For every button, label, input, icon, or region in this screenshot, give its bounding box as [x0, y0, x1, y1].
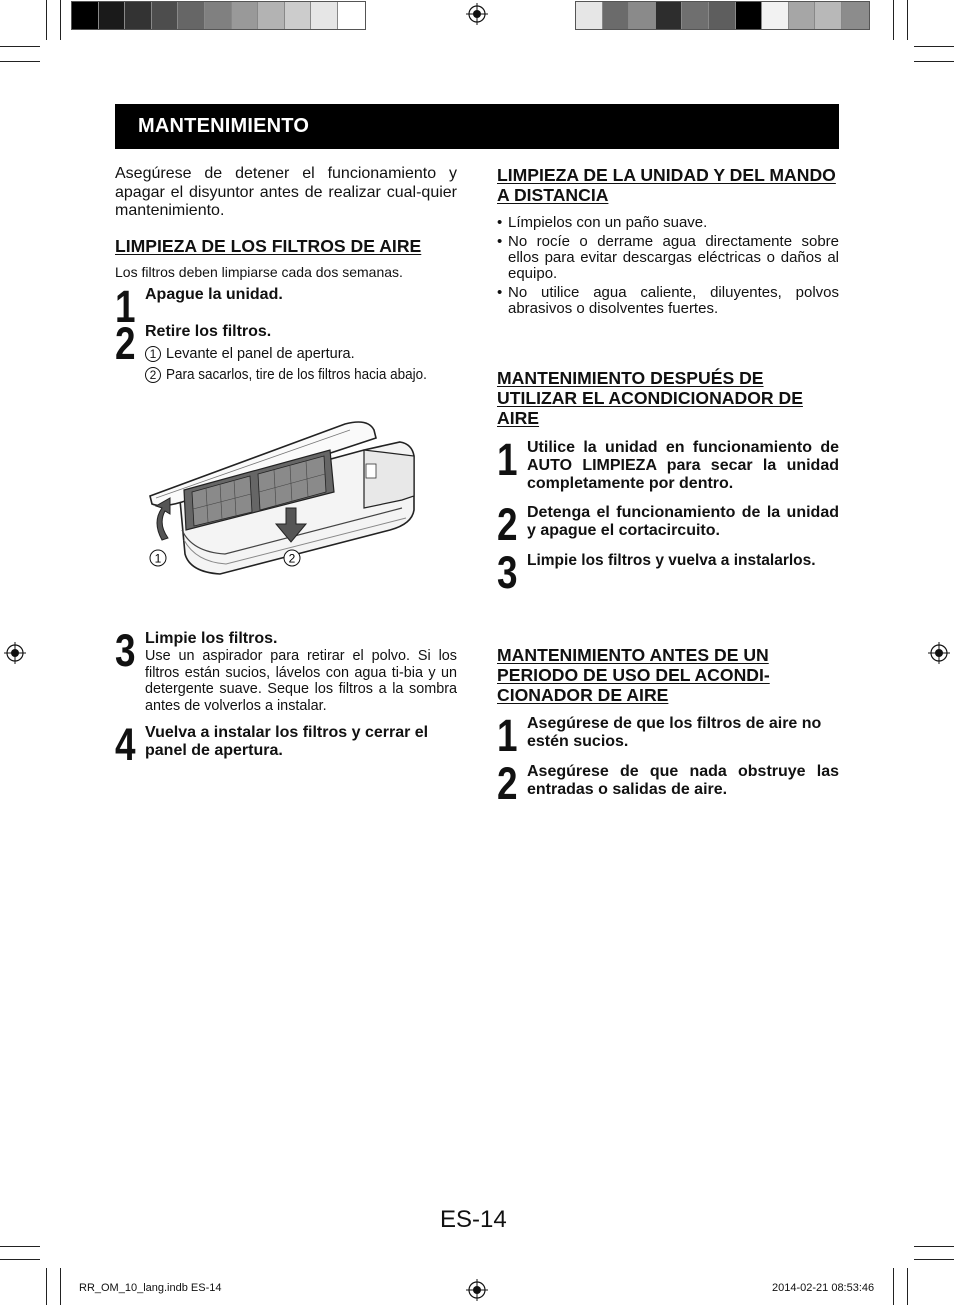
- sub-step-text: Levante el panel de apertura.: [166, 345, 355, 362]
- color-swatch: [656, 2, 683, 29]
- color-swatch: [709, 2, 736, 29]
- crop-mark: [60, 0, 61, 40]
- sub-step: [145, 365, 457, 386]
- step-1: [497, 434, 839, 493]
- list-item: • Límpielos con un paño suave.: [497, 215, 839, 231]
- figure-label: 2: [288, 551, 296, 566]
- color-swatch: [285, 2, 312, 29]
- bullet-list: [497, 215, 839, 318]
- step-number: 2: [115, 317, 135, 369]
- crop-mark: [46, 1268, 47, 1305]
- color-bar-right: [575, 1, 870, 30]
- left-column: [115, 162, 457, 386]
- step-title: Utilice la unidad en funcionamiento de AUTO LIMPIEZA para secar la unidad completamente por dentro.: [527, 439, 839, 492]
- crop-mark: [0, 1259, 40, 1260]
- step-number: 1: [115, 280, 135, 332]
- color-swatch: [205, 2, 232, 29]
- step-3: [115, 625, 457, 714]
- step-number: 3: [115, 625, 135, 676]
- left-column-lower: [115, 625, 457, 770]
- crop-mark: [907, 1268, 908, 1305]
- color-swatch: [815, 2, 842, 29]
- list-item: • No utilice agua caliente, diluyentes, polvos abrasivos o disolventes fuertes.: [497, 285, 839, 318]
- color-swatch: [72, 2, 99, 29]
- step-2: [115, 317, 457, 386]
- step-number: 1: [497, 710, 517, 761]
- crop-mark: [914, 46, 954, 47]
- page-title: MANTENIMIENTO: [138, 115, 310, 137]
- color-swatch: [576, 2, 603, 29]
- crop-mark: [893, 1268, 894, 1305]
- color-swatch: [338, 2, 365, 29]
- step-title: Vuelva a instalar los filtros y cerrar el panel de apertura.: [145, 724, 429, 759]
- step-title: Asegúrese de que los filtros de aire no estén sucios.: [527, 715, 822, 750]
- color-swatch: [258, 2, 285, 29]
- right-column-section-2: [497, 368, 839, 598]
- crop-mark: [0, 46, 40, 47]
- sub-step: [145, 344, 457, 365]
- color-swatch: [736, 2, 763, 29]
- step-title: Limpie los filtros y vuelva a instalarlos.: [527, 552, 816, 569]
- registration-mark-icon: [4, 642, 26, 664]
- crop-mark: [0, 61, 40, 62]
- registration-mark-icon: [466, 3, 488, 25]
- section-subtitle: Los filtros deben limpiarse cada dos semanas.: [115, 263, 403, 280]
- color-bar-left: [71, 1, 366, 30]
- crop-mark: [914, 61, 954, 62]
- circled-number: 1: [145, 346, 161, 362]
- step-number: 2: [497, 758, 517, 809]
- step-3: [497, 547, 839, 598]
- crop-mark: [60, 1268, 61, 1305]
- right-column: [497, 165, 839, 320]
- color-swatch: [629, 2, 656, 29]
- color-swatch: [311, 2, 338, 29]
- color-swatch: [789, 2, 816, 29]
- crop-mark: [893, 0, 894, 40]
- crop-mark: [46, 0, 47, 40]
- crop-mark: [907, 0, 908, 40]
- step-title: Asegúrese de que nada obstruye las entradas o salidas de aire.: [527, 763, 839, 798]
- section-heading: MANTENIMIENTO DESPUÉS DE UTILIZAR EL ACONDICIONADOR DE AIRE: [497, 368, 803, 428]
- step-title: Retire los filtros.: [145, 322, 272, 340]
- step-title: Apague la unidad.: [145, 285, 283, 303]
- color-swatch: [682, 2, 709, 29]
- color-swatch: [152, 2, 179, 29]
- section-heading: MANTENIMIENTO ANTES DE UN PERIODO DE USO DEL ACONDI-CIONADOR DE AIRE: [497, 645, 770, 705]
- step-body: Use un aspirador para retirar el polvo. Si los filtros están sucios, lávelos con agua ti-bia y un detergente suave. Seque los filtros a la sombra antes de volverlos a instalar.: [145, 648, 457, 714]
- circled-number: 2: [145, 367, 161, 383]
- section-heading: LIMPIEZA DE LOS FILTROS DE AIRE: [115, 235, 422, 256]
- air-conditioner-illustration: [140, 412, 430, 582]
- color-swatch: [842, 2, 869, 29]
- step-number: 1: [497, 434, 517, 485]
- page-number: ES-14: [440, 1206, 507, 1233]
- color-swatch: [178, 2, 205, 29]
- step-2: [497, 499, 839, 550]
- crop-mark: [914, 1259, 954, 1260]
- color-swatch: [603, 2, 630, 29]
- step-title: Detenga el funcionamiento de la unidad y apague el cortacircuito.: [527, 504, 839, 539]
- section-heading: LIMPIEZA DE LA UNIDAD Y DEL MANDO A DISTANCIA: [497, 165, 836, 205]
- section-title-bar: [115, 104, 839, 149]
- crop-mark: [0, 1246, 40, 1247]
- list-item: • No rocíe o derrame agua directamente sobre ellos para evitar descargas eléctricas o daños al equipo.: [497, 234, 839, 283]
- file-slug: RR_OM_10_lang.indb ES-14: [79, 1282, 222, 1294]
- step-title: Limpie los filtros.: [145, 630, 278, 647]
- figure-label: 1: [154, 551, 162, 566]
- color-swatch: [762, 2, 789, 29]
- intro-text: Asegúrese de detener el funcionamiento y apagar el disyuntor antes de realizar cual-quier mantenimiento.: [115, 165, 457, 219]
- step-4: [115, 719, 457, 770]
- step-number: 2: [497, 499, 517, 550]
- sub-step-text: Para sacarlos, tire de los filtros hacia abajo.: [166, 366, 427, 383]
- step-number: 3: [497, 547, 517, 598]
- color-swatch: [232, 2, 259, 29]
- step-2: [497, 758, 839, 809]
- right-column-section-3: [497, 645, 839, 809]
- registration-mark-icon: [466, 1279, 488, 1301]
- crop-mark: [914, 1246, 954, 1247]
- color-swatch: [99, 2, 126, 29]
- step-number: 4: [115, 719, 135, 770]
- timestamp-slug: 2014-02-21 08:53:46: [772, 1282, 875, 1294]
- registration-mark-icon: [928, 642, 950, 664]
- color-swatch: [125, 2, 152, 29]
- step-1: [497, 710, 839, 761]
